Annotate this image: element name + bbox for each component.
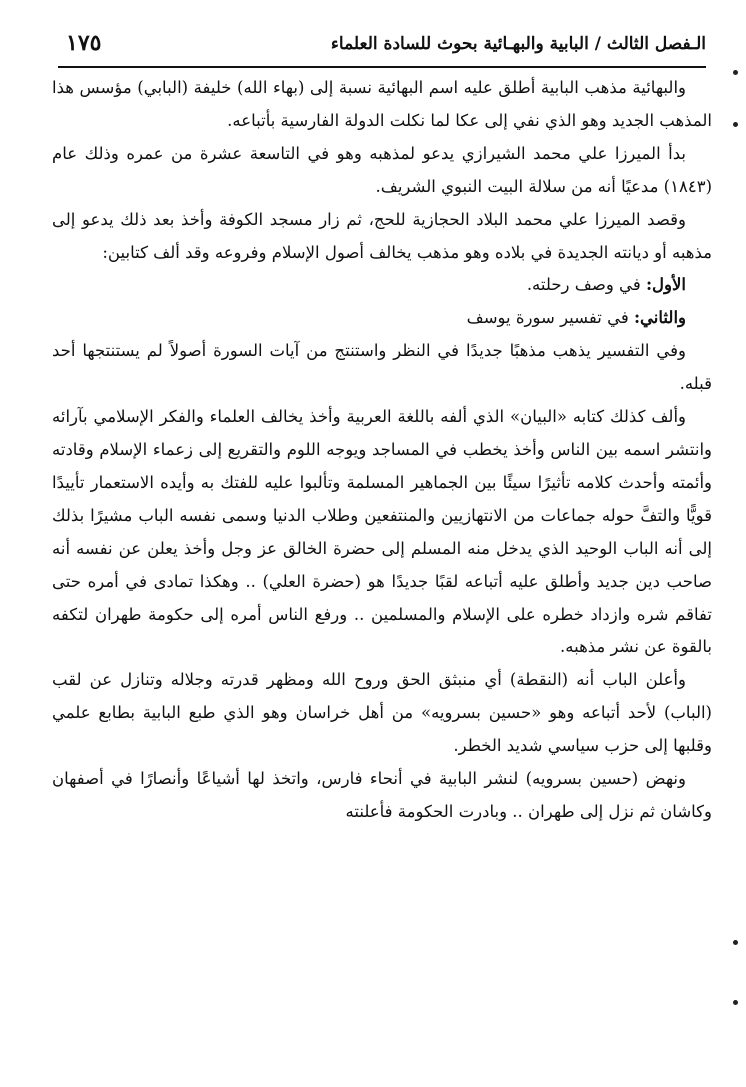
margin-dot [733,1000,738,1005]
book-item-first [52,269,712,302]
body-text [52,72,712,829]
page-number: ١٧٥ [66,30,102,56]
margin-dot [733,122,738,127]
paragraph: ونهض (حسين بسرويه) لنشر البابية في أنحاء فارس، واتخذ لها أشياعًا وأنصارًا في أصفهان وكاشان ثم نزل إلى طهران .. وبادرت الحكومة فأعلنته [52,769,712,821]
paragraph: وألف كذلك كتابه «البيان» الذي ألفه باللغة العربية وأخذ يخالف العلماء والفكر الإسلامي بآرائه وانتشر اسمه بين الناس وأخذ يخطب في المساجد ويوجه اللوم والتقريع إلى زعماء الإسلام وقادته وأئمته وأحدث كلامه تأثيرًا سيئًا بين الجماهير المسلمة وتألبوا عليه للفتك به وأيده الاستعمار تأييدًا قويًّا والتفَّ حوله جماعات من الانتهازيين والمنتفعين وطلاب الدنيا وسمى نفسه الباب مشيرًا بذلك إلى أنه الباب الوحيد الذي يدخل منه المسلم إلى حضرة الخالق عز وجل وأخذ يعلن عن نفسه أنه صاحب دين جديد وأطلق عليه أتباعه لقبًا جديدًا هو (حضرة العلي) .. وهكذا تمادى في أمره حتى تفاقم شره وازداد خطره على الإسلام والمسلمين .. ورفع الناس أمره إلى حكومة طهران لتكفه بالقوة عن نشر مذهبه. [52,407,712,657]
book-item-second [52,302,712,335]
book-item-label: الأول: [645,275,686,295]
header-rule [58,66,706,68]
paragraph: والبهائية مذهب البابية أطلق عليه اسم البهائية نسبة إلى (بهاء الله) خليفة (البابي) مؤسس هذا المذهب الجديد وهو الذي نفي إلى عكا لما نكلت الدولة الفارسية بأتباعه. [52,78,712,130]
book-item-text: في وصف رحلته. [526,275,646,295]
margin-dot [733,940,738,945]
paragraph: وقصد الميرزا علي محمد البلاد الحجازية للحج، ثم زار مسجد الكوفة وأخذ بعد ذلك يدعو إلى مذهبه أو ديانته الجديدة في بلاده وهو مذهب يخالف أصول الإسلام وفروعه وقد ألف كتابين: [52,209,712,262]
book-item-label: والثاني: [633,308,686,328]
margin-dot [733,70,738,75]
book-item-text: في تفسير سورة يوسف [466,308,634,328]
paragraph: بدأ الميرزا علي محمد الشيرازي يدعو لمذهبه وهو في التاسعة عشرة من عمره وذلك عام (١٨٤٣) مدعيًا أنه من سلالة البيت النبوي الشريف. [52,143,712,196]
running-header [58,30,706,64]
chapter-title: الـفصل الثالث / البابية والبهـائية بحوث للسادة العلماء [330,34,706,54]
paragraph: وفي التفسير يذهب مذهبًا جديدًا في النظر واستنتج من آيات السورة أصولاً لم يستنتجها أحد قبله. [52,341,712,394]
paragraph: وأعلن الباب أنه (النقطة) أي منبثق الحق وروح الله ومظهر قدرته وجلاله وتنازل عن لقب (الباب) لأحد أتباعه وهو «حسين بسرويه» من أهل خراسان وهو الذي طبع البابية بطابع علمي وقلبها إلى حزب سياسي شديد الخطر. [52,670,712,756]
